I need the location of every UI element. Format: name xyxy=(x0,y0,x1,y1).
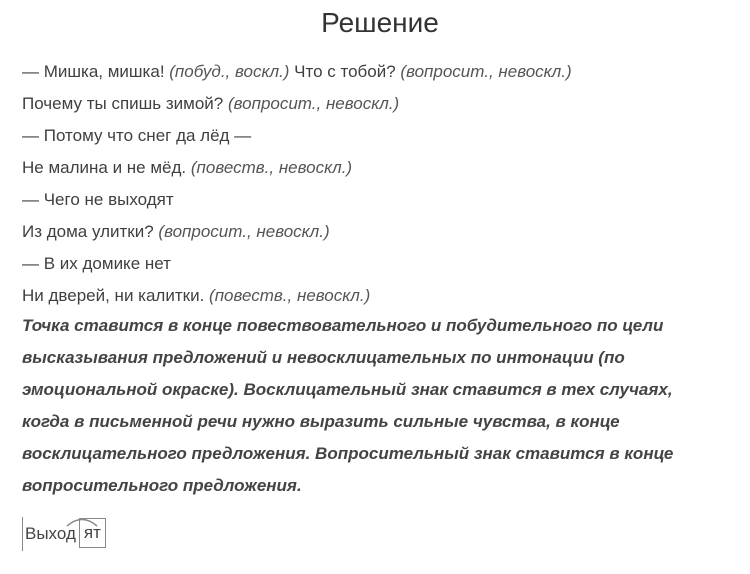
root-arc-mark xyxy=(65,515,99,527)
sentence-type-note: (вопросит., невоскл.) xyxy=(227,94,400,113)
line-text: — Мишка, мишка! xyxy=(22,62,170,81)
line-text: Не малина и не мёд. xyxy=(22,158,191,177)
sentence-type-note: (побуд., воскл.) xyxy=(169,62,290,81)
sentence-type-note: (вопросит., невоскл.) xyxy=(158,222,330,241)
word-stem: Выход xyxy=(22,517,78,551)
poem-line-2 xyxy=(22,88,732,120)
poem-line-5 xyxy=(22,184,732,216)
line-text: — В их домике нет xyxy=(22,254,171,273)
poem-line-7 xyxy=(22,248,732,280)
line-text: Что с тобой? xyxy=(289,62,401,81)
sentence-type-note: (повеств., невоскл.) xyxy=(190,158,353,177)
poem-line-1 xyxy=(22,56,732,88)
poem-line-4 xyxy=(22,152,732,184)
word-ending: ят xyxy=(79,518,106,548)
sentence-type-note: (вопросит., невоскл.) xyxy=(400,62,572,81)
line-text: Почему ты спишь зимой? xyxy=(22,94,228,113)
line-text: Из дома улитки? xyxy=(22,222,159,241)
rule-paragraph: Точка ставится в конце повествовательного и побудительного по цели высказывания предложений и невосклицательных по интонации (по эмоциональной окраске). Восклицательный знак ставится в тех случаях, когда в письменной речи нужно выразить сильные чувства, в конце восклицательного предложения. Вопросительный знак ставится в конце вопросительного предложения. xyxy=(22,316,674,495)
poem-line-6 xyxy=(22,216,732,248)
page-title: Решение xyxy=(321,7,439,38)
poem-lines xyxy=(22,56,732,312)
poem-line-3 xyxy=(22,120,732,152)
word-morpheme-parse xyxy=(22,517,106,551)
poem-line-8 xyxy=(22,280,732,312)
line-text: Ни дверей, ни калитки. xyxy=(22,286,210,305)
sentence-type-note: (повеств., невоскл.) xyxy=(209,286,371,305)
line-text: — Чего не выходят xyxy=(22,190,174,209)
line-text: — Потому что снег да лёд — xyxy=(22,126,252,145)
